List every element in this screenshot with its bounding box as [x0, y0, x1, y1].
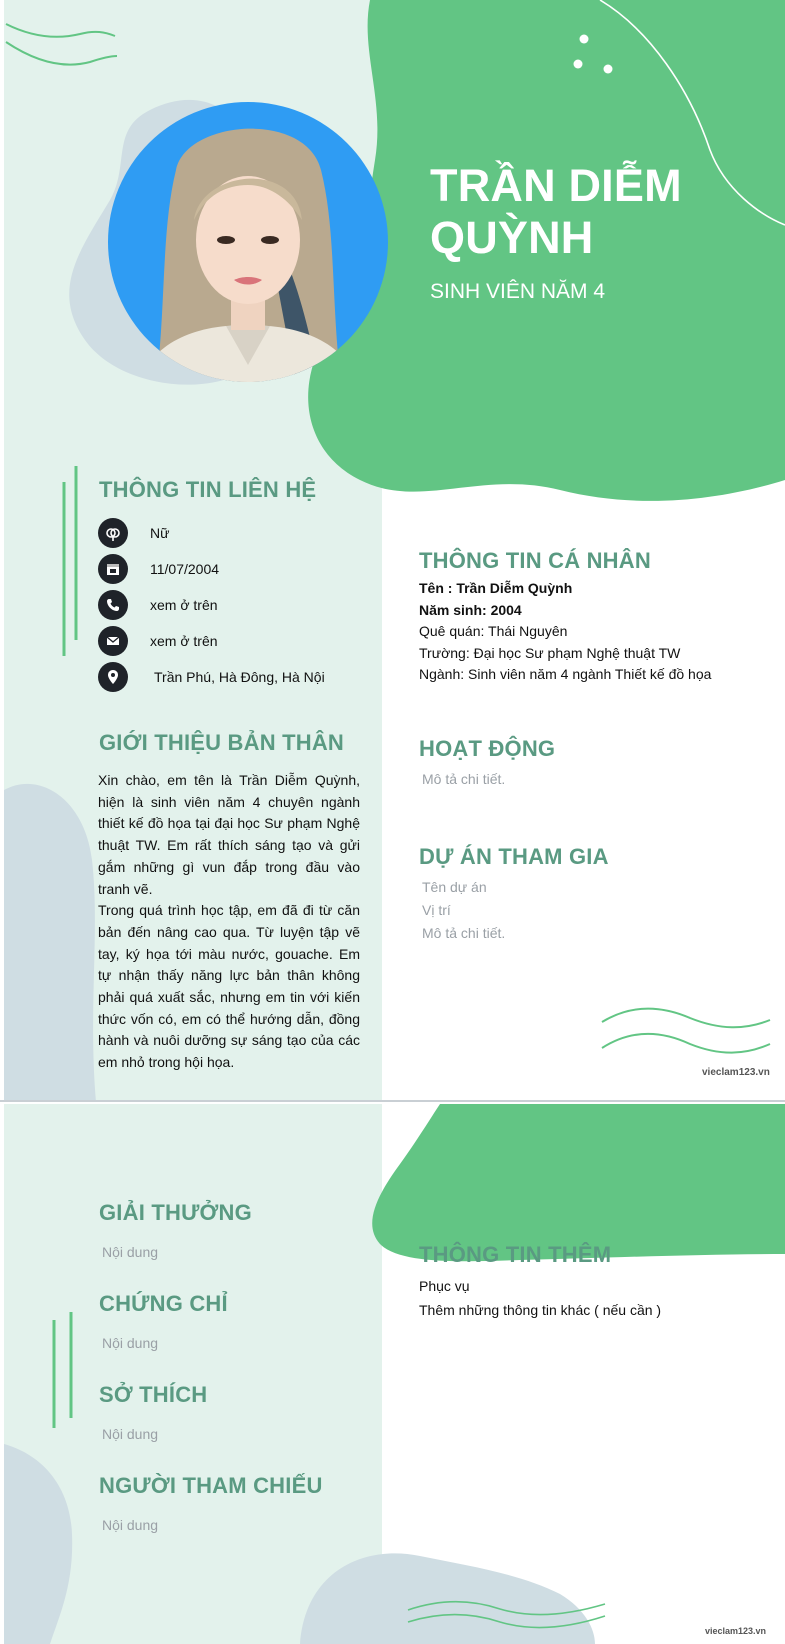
about-text: [98, 770, 360, 1074]
project-name: Tên dự án: [422, 879, 487, 895]
personal-info: [419, 578, 711, 686]
about-heading: GIỚI THIỆU BẢN THÂN: [99, 730, 345, 755]
background-decoration-2: [0, 1104, 785, 1644]
about-paragraph: Xin chào, em tên là Trần Diễm Quỳnh, hiện là sinh viên năm 4 chuyên ngành thiết kế đồ họa tại đại học Sư phạm Nghệ thuật TW. Em rất thích sáng tạo và gửi gắm những gì vun đắp trong đầu vào tranh vẽ.: [98, 772, 360, 897]
about-paragraph: Trong quá trình học tập, em đã đi từ căn bản đến nâng cao qua. Từ luyện tập vẽ tay, ký họa tới màu nước, gouache. Em tự nhận thấy năng lực bản thân không phải quá xuất sắc, nhưng em tin với kiến thức vốn có, em có thể hướng dẫn, đồng hành và nuôi dưỡng sự sáng tạo của các em nhỏ trong hội họa.: [98, 902, 360, 1071]
project-description: Mô tả chi tiết.: [422, 925, 506, 941]
contact-address: [98, 662, 325, 692]
phone-text: xem ở trên: [150, 597, 218, 613]
activities-description: Mô tả chi tiết.: [422, 771, 506, 787]
profile-photo: [106, 100, 390, 384]
cv-page-2: [0, 1104, 785, 1644]
birthday-text: 11/07/2004: [150, 561, 220, 577]
job-title: SINH VIÊN NĂM 4: [430, 280, 606, 303]
references-heading: NGƯỜI THAM CHIẾU: [99, 1473, 323, 1498]
references-content: Nội dung: [102, 1517, 159, 1533]
info-hometown: Quê quán: Thái Nguyên: [419, 623, 568, 639]
email-text: xem ở trên: [150, 633, 218, 649]
contact-heading: THÔNG TIN LIÊN HỆ: [99, 477, 317, 502]
awards-content: Nội dung: [102, 1244, 159, 1260]
calendar-icon: [98, 554, 128, 584]
gender-text: Nữ: [150, 525, 170, 541]
info-major: Ngành: Sinh viên năm 4 ngành Thiết kế đồ họa: [419, 666, 712, 682]
extra-line-2: Thêm những thông tin khác ( nếu cần ): [419, 1302, 662, 1318]
extra-heading: THÔNG TIN THÊM: [419, 1242, 612, 1267]
info-school: Trường: Đại học Sư phạm Nghệ thuật TW: [419, 644, 681, 661]
hobbies-content: Nội dung: [102, 1426, 159, 1442]
name-line-1: TRẦN DIỄM: [430, 160, 682, 211]
address-text: Trần Phú, Hà Đông, Hà Nội: [154, 669, 325, 685]
phone-icon: [98, 590, 128, 620]
certificates-content: Nội dung: [102, 1335, 159, 1351]
contact-gender: [98, 518, 170, 548]
full-name: [430, 160, 682, 264]
hobbies-heading: SỞ THÍCH: [99, 1382, 208, 1407]
location-icon: [98, 662, 128, 692]
activities-heading: HOẠT ĐỘNG: [419, 736, 556, 761]
contact-birthday: [98, 554, 220, 584]
watermark-2: vieclam123.vn: [705, 1626, 767, 1636]
awards-heading: GIẢI THƯỞNG: [99, 1200, 252, 1225]
project-position: Vị trí: [422, 902, 451, 918]
watermark: vieclam123.vn: [702, 1067, 770, 1078]
certificates-heading: CHỨNG CHỈ: [99, 1291, 228, 1316]
projects-heading: DỰ ÁN THAM GIA: [419, 844, 609, 869]
contact-phone: [98, 590, 218, 620]
extra-line-1: Phục vụ: [419, 1278, 470, 1294]
contact-email: [98, 626, 218, 656]
gender-icon: [98, 518, 128, 548]
info-name: Tên : Trần Diễm Quỳnh: [419, 580, 573, 596]
personal-heading: THÔNG TIN CÁ NHÂN: [419, 548, 651, 573]
email-icon: [98, 626, 128, 656]
info-birth-year: Năm sinh: 2004: [419, 601, 522, 618]
name-line-2: QUỲNH: [430, 212, 594, 263]
